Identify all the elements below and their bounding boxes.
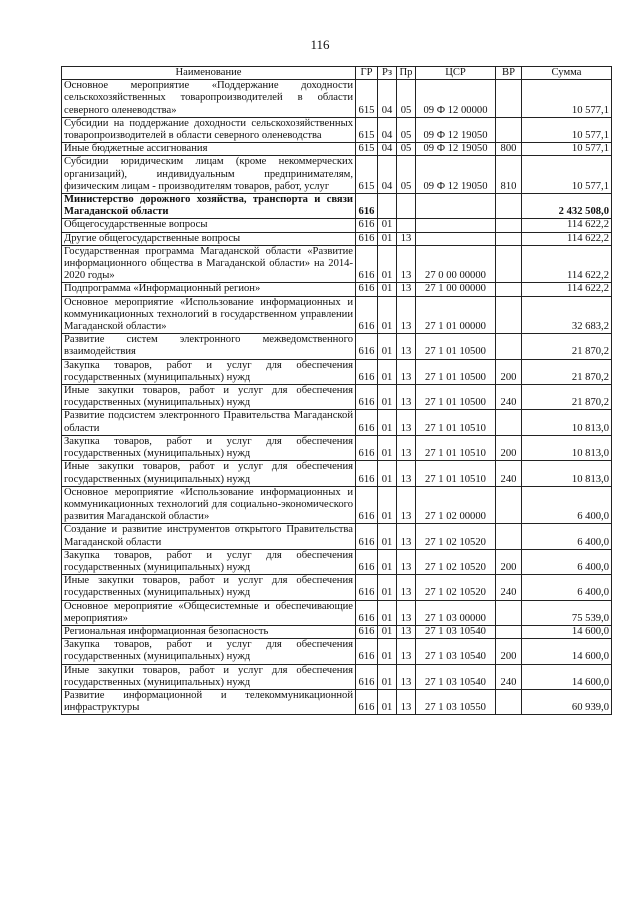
cell-pr bbox=[397, 194, 416, 219]
cell-sum: 10 813,0 bbox=[522, 410, 612, 435]
cell-gr: 616 bbox=[356, 283, 378, 296]
cell-sum: 75 539,0 bbox=[522, 600, 612, 625]
header-pr: Пр bbox=[397, 67, 416, 80]
cell-sum: 14 600,0 bbox=[522, 639, 612, 664]
cell-rz: 01 bbox=[378, 296, 397, 334]
cell-name: Государственная программа Магаданской области «Развитие информационного общества в Магаданской области» на 2014-2020 годы» bbox=[62, 245, 356, 283]
cell-sum: 10 577,1 bbox=[522, 143, 612, 156]
cell-name: Другие общегосударственные вопросы bbox=[62, 232, 356, 245]
table-row bbox=[62, 143, 612, 156]
cell-vr: 240 bbox=[496, 664, 522, 689]
cell-rz: 01 bbox=[378, 334, 397, 359]
cell-pr: 13 bbox=[397, 639, 416, 664]
table-row bbox=[62, 600, 612, 625]
cell-vr bbox=[496, 625, 522, 638]
cell-name: Основное мероприятие «Использование информационных и коммуникационных технологий в государственном управлении Магаданской области» bbox=[62, 296, 356, 334]
table-row bbox=[62, 486, 612, 524]
cell-rz: 01 bbox=[378, 245, 397, 283]
table-row bbox=[62, 334, 612, 359]
cell-pr: 13 bbox=[397, 664, 416, 689]
cell-rz: 01 bbox=[378, 664, 397, 689]
cell-gr: 616 bbox=[356, 549, 378, 574]
cell-rz: 01 bbox=[378, 689, 397, 714]
cell-csr: 27 1 01 10510 bbox=[416, 410, 496, 435]
cell-gr: 616 bbox=[356, 600, 378, 625]
cell-gr: 616 bbox=[356, 461, 378, 486]
cell-vr bbox=[496, 334, 522, 359]
cell-csr bbox=[416, 219, 496, 232]
cell-sum: 6 400,0 bbox=[522, 549, 612, 574]
cell-csr: 09 Ф 12 19050 bbox=[416, 143, 496, 156]
cell-pr: 13 bbox=[397, 385, 416, 410]
cell-name: Иные бюджетные ассигнования bbox=[62, 143, 356, 156]
cell-rz: 04 bbox=[378, 156, 397, 194]
cell-name: Закупка товаров, работ и услуг для обеспечения государственных (муниципальных) нужд bbox=[62, 435, 356, 460]
cell-csr: 27 1 02 10520 bbox=[416, 575, 496, 600]
cell-pr: 05 bbox=[397, 156, 416, 194]
cell-csr: 27 0 00 00000 bbox=[416, 245, 496, 283]
cell-name: Закупка товаров, работ и услуг для обеспечения государственных (муниципальных) нужд bbox=[62, 639, 356, 664]
cell-vr: 200 bbox=[496, 639, 522, 664]
cell-rz: 01 bbox=[378, 219, 397, 232]
cell-sum: 32 683,2 bbox=[522, 296, 612, 334]
cell-rz: 01 bbox=[378, 410, 397, 435]
cell-sum: 6 400,0 bbox=[522, 486, 612, 524]
cell-csr: 27 1 03 10540 bbox=[416, 639, 496, 664]
cell-pr: 13 bbox=[397, 296, 416, 334]
cell-gr: 616 bbox=[356, 575, 378, 600]
table-row bbox=[62, 156, 612, 194]
cell-vr bbox=[496, 232, 522, 245]
header-gr: ГР bbox=[356, 67, 378, 80]
cell-vr bbox=[496, 689, 522, 714]
cell-gr: 616 bbox=[356, 194, 378, 219]
cell-sum: 114 622,2 bbox=[522, 283, 612, 296]
cell-vr: 240 bbox=[496, 385, 522, 410]
cell-gr: 616 bbox=[356, 689, 378, 714]
cell-rz: 01 bbox=[378, 639, 397, 664]
cell-csr: 09 Ф 12 00000 bbox=[416, 80, 496, 118]
cell-gr: 616 bbox=[356, 524, 378, 549]
header-csr: ЦСР bbox=[416, 67, 496, 80]
cell-rz: 01 bbox=[378, 625, 397, 638]
cell-gr: 616 bbox=[356, 435, 378, 460]
cell-sum: 10 813,0 bbox=[522, 435, 612, 460]
cell-pr: 13 bbox=[397, 283, 416, 296]
header-vr: ВР bbox=[496, 67, 522, 80]
cell-name: Подпрограмма «Информационный регион» bbox=[62, 283, 356, 296]
cell-pr bbox=[397, 219, 416, 232]
table-row bbox=[62, 549, 612, 574]
cell-csr: 09 Ф 12 19050 bbox=[416, 117, 496, 142]
cell-pr: 13 bbox=[397, 575, 416, 600]
cell-name: Закупка товаров, работ и услуг для обеспечения государственных (муниципальных) нужд bbox=[62, 549, 356, 574]
cell-csr: 27 1 03 00000 bbox=[416, 600, 496, 625]
cell-sum: 14 600,0 bbox=[522, 625, 612, 638]
table-row bbox=[62, 435, 612, 460]
cell-pr: 13 bbox=[397, 486, 416, 524]
header-name: Наименование bbox=[62, 67, 356, 80]
cell-name: Создание и развитие инструментов открытого Правительства Магаданской области bbox=[62, 524, 356, 549]
cell-sum: 21 870,2 bbox=[522, 334, 612, 359]
cell-gr: 616 bbox=[356, 219, 378, 232]
table-row bbox=[62, 524, 612, 549]
cell-rz: 04 bbox=[378, 117, 397, 142]
table-row bbox=[62, 639, 612, 664]
cell-csr bbox=[416, 232, 496, 245]
table-row bbox=[62, 461, 612, 486]
cell-name: Развитие систем электронного межведомственного взаимодействия bbox=[62, 334, 356, 359]
cell-csr: 09 Ф 12 19050 bbox=[416, 156, 496, 194]
cell-vr bbox=[496, 524, 522, 549]
cell-vr: 800 bbox=[496, 143, 522, 156]
cell-name: Министерство дорожного хозяйства, транспорта и связи Магаданской области bbox=[62, 194, 356, 219]
cell-pr: 13 bbox=[397, 600, 416, 625]
cell-rz: 01 bbox=[378, 359, 397, 384]
page-number: 116 bbox=[310, 37, 330, 52]
cell-sum: 6 400,0 bbox=[522, 575, 612, 600]
cell-vr bbox=[496, 410, 522, 435]
cell-pr: 05 bbox=[397, 117, 416, 142]
cell-csr: 27 1 03 10550 bbox=[416, 689, 496, 714]
cell-vr: 200 bbox=[496, 549, 522, 574]
cell-name: Субсидии юридическим лицам (кроме некоммерческих организаций), индивидуальным предпринимателям, физическим лицам - производителям товаров, работ, услуг bbox=[62, 156, 356, 194]
cell-name: Общегосударственные вопросы bbox=[62, 219, 356, 232]
cell-csr: 27 1 02 10520 bbox=[416, 524, 496, 549]
cell-gr: 616 bbox=[356, 232, 378, 245]
cell-vr: 200 bbox=[496, 359, 522, 384]
cell-sum: 2 432 508,0 bbox=[522, 194, 612, 219]
table-row bbox=[62, 245, 612, 283]
cell-pr: 13 bbox=[397, 245, 416, 283]
budget-table bbox=[61, 66, 612, 715]
cell-sum: 114 622,2 bbox=[522, 245, 612, 283]
cell-name: Закупка товаров, работ и услуг для обеспечения государственных (муниципальных) нужд bbox=[62, 359, 356, 384]
cell-name: Иные закупки товаров, работ и услуг для обеспечения государственных (муниципальных) нужд bbox=[62, 385, 356, 410]
cell-name: Основное мероприятие «Общесистемные и обеспечивающие мероприятия» bbox=[62, 600, 356, 625]
cell-gr: 615 bbox=[356, 143, 378, 156]
cell-gr: 616 bbox=[356, 486, 378, 524]
cell-csr: 27 1 01 10500 bbox=[416, 334, 496, 359]
cell-csr: 27 1 00 00000 bbox=[416, 283, 496, 296]
cell-name: Развитие информационной и телекоммуникационной инфраструктуры bbox=[62, 689, 356, 714]
cell-rz: 01 bbox=[378, 549, 397, 574]
cell-csr: 27 1 03 10540 bbox=[416, 625, 496, 638]
cell-sum: 60 939,0 bbox=[522, 689, 612, 714]
cell-gr: 616 bbox=[356, 410, 378, 435]
cell-sum: 10 813,0 bbox=[522, 461, 612, 486]
cell-csr: 27 1 01 10500 bbox=[416, 385, 496, 410]
cell-gr: 615 bbox=[356, 156, 378, 194]
cell-pr: 13 bbox=[397, 524, 416, 549]
cell-rz: 01 bbox=[378, 575, 397, 600]
table-row bbox=[62, 232, 612, 245]
cell-gr: 615 bbox=[356, 117, 378, 142]
header-sum: Сумма bbox=[522, 67, 612, 80]
cell-rz: 01 bbox=[378, 600, 397, 625]
cell-pr: 13 bbox=[397, 689, 416, 714]
table-body bbox=[62, 80, 612, 715]
cell-vr bbox=[496, 117, 522, 142]
cell-sum: 21 870,2 bbox=[522, 385, 612, 410]
cell-sum: 14 600,0 bbox=[522, 664, 612, 689]
cell-gr: 616 bbox=[356, 296, 378, 334]
cell-sum: 6 400,0 bbox=[522, 524, 612, 549]
cell-gr: 616 bbox=[356, 385, 378, 410]
table-row bbox=[62, 283, 612, 296]
cell-vr: 240 bbox=[496, 461, 522, 486]
cell-pr: 13 bbox=[397, 232, 416, 245]
cell-gr: 616 bbox=[356, 625, 378, 638]
cell-rz: 01 bbox=[378, 435, 397, 460]
table-row bbox=[62, 117, 612, 142]
cell-name: Развитие подсистем электронного Правительства Магаданской области bbox=[62, 410, 356, 435]
cell-vr bbox=[496, 600, 522, 625]
cell-csr: 27 1 01 10510 bbox=[416, 435, 496, 460]
table-row bbox=[62, 219, 612, 232]
cell-pr: 05 bbox=[397, 80, 416, 118]
cell-name: Региональная информационная безопасность bbox=[62, 625, 356, 638]
cell-csr: 27 1 01 10500 bbox=[416, 359, 496, 384]
cell-rz: 01 bbox=[378, 461, 397, 486]
cell-rz: 01 bbox=[378, 385, 397, 410]
cell-pr: 13 bbox=[397, 435, 416, 460]
cell-vr bbox=[496, 194, 522, 219]
table-row bbox=[62, 194, 612, 219]
table-row bbox=[62, 385, 612, 410]
cell-rz: 04 bbox=[378, 80, 397, 118]
cell-vr bbox=[496, 219, 522, 232]
cell-sum: 114 622,2 bbox=[522, 232, 612, 245]
cell-rz: 01 bbox=[378, 283, 397, 296]
cell-gr: 616 bbox=[356, 664, 378, 689]
cell-rz: 04 bbox=[378, 143, 397, 156]
cell-vr bbox=[496, 245, 522, 283]
table-row bbox=[62, 410, 612, 435]
cell-name: Иные закупки товаров, работ и услуг для обеспечения государственных (муниципальных) нужд bbox=[62, 461, 356, 486]
cell-name: Иные закупки товаров, работ и услуг для обеспечения государственных (муниципальных) нужд bbox=[62, 664, 356, 689]
cell-name: Иные закупки товаров, работ и услуг для обеспечения государственных (муниципальных) нужд bbox=[62, 575, 356, 600]
cell-sum: 21 870,2 bbox=[522, 359, 612, 384]
cell-csr: 27 1 02 10520 bbox=[416, 549, 496, 574]
table-row bbox=[62, 664, 612, 689]
cell-rz bbox=[378, 194, 397, 219]
cell-csr: 27 1 03 10540 bbox=[416, 664, 496, 689]
cell-gr: 616 bbox=[356, 334, 378, 359]
table-row bbox=[62, 296, 612, 334]
cell-sum: 10 577,1 bbox=[522, 80, 612, 118]
cell-csr bbox=[416, 194, 496, 219]
cell-pr: 13 bbox=[397, 461, 416, 486]
header-rz: Рз bbox=[378, 67, 397, 80]
cell-name: Основное мероприятие «Поддержание доходности сельскохозяйственных товаропроизводителей в области северного оленеводства» bbox=[62, 80, 356, 118]
cell-vr bbox=[496, 486, 522, 524]
cell-pr: 13 bbox=[397, 625, 416, 638]
table-row bbox=[62, 689, 612, 714]
cell-pr: 05 bbox=[397, 143, 416, 156]
cell-sum: 10 577,1 bbox=[522, 117, 612, 142]
cell-vr: 810 bbox=[496, 156, 522, 194]
cell-csr: 27 1 01 10510 bbox=[416, 461, 496, 486]
cell-rz: 01 bbox=[378, 486, 397, 524]
cell-gr: 615 bbox=[356, 80, 378, 118]
cell-vr bbox=[496, 283, 522, 296]
cell-pr: 13 bbox=[397, 359, 416, 384]
cell-gr: 616 bbox=[356, 359, 378, 384]
table-row bbox=[62, 575, 612, 600]
cell-vr bbox=[496, 80, 522, 118]
table-row bbox=[62, 80, 612, 118]
cell-rz: 01 bbox=[378, 232, 397, 245]
cell-csr: 27 1 02 00000 bbox=[416, 486, 496, 524]
cell-pr: 13 bbox=[397, 549, 416, 574]
table-header-row bbox=[62, 67, 612, 80]
cell-name: Субсидии на поддержание доходности сельскохозяйственных товаропроизводителей в области северного оленеводства bbox=[62, 117, 356, 142]
cell-sum: 114 622,2 bbox=[522, 219, 612, 232]
cell-rz: 01 bbox=[378, 524, 397, 549]
cell-csr: 27 1 01 00000 bbox=[416, 296, 496, 334]
cell-gr: 616 bbox=[356, 245, 378, 283]
cell-gr: 616 bbox=[356, 639, 378, 664]
cell-pr: 13 bbox=[397, 334, 416, 359]
cell-name: Основное мероприятие «Использование информационных и коммуникационных технологий для социально-экономического развития Магаданской области» bbox=[62, 486, 356, 524]
cell-sum: 10 577,1 bbox=[522, 156, 612, 194]
cell-vr: 200 bbox=[496, 435, 522, 460]
cell-pr: 13 bbox=[397, 410, 416, 435]
table-row bbox=[62, 359, 612, 384]
table-row bbox=[62, 625, 612, 638]
cell-vr: 240 bbox=[496, 575, 522, 600]
cell-vr bbox=[496, 296, 522, 334]
